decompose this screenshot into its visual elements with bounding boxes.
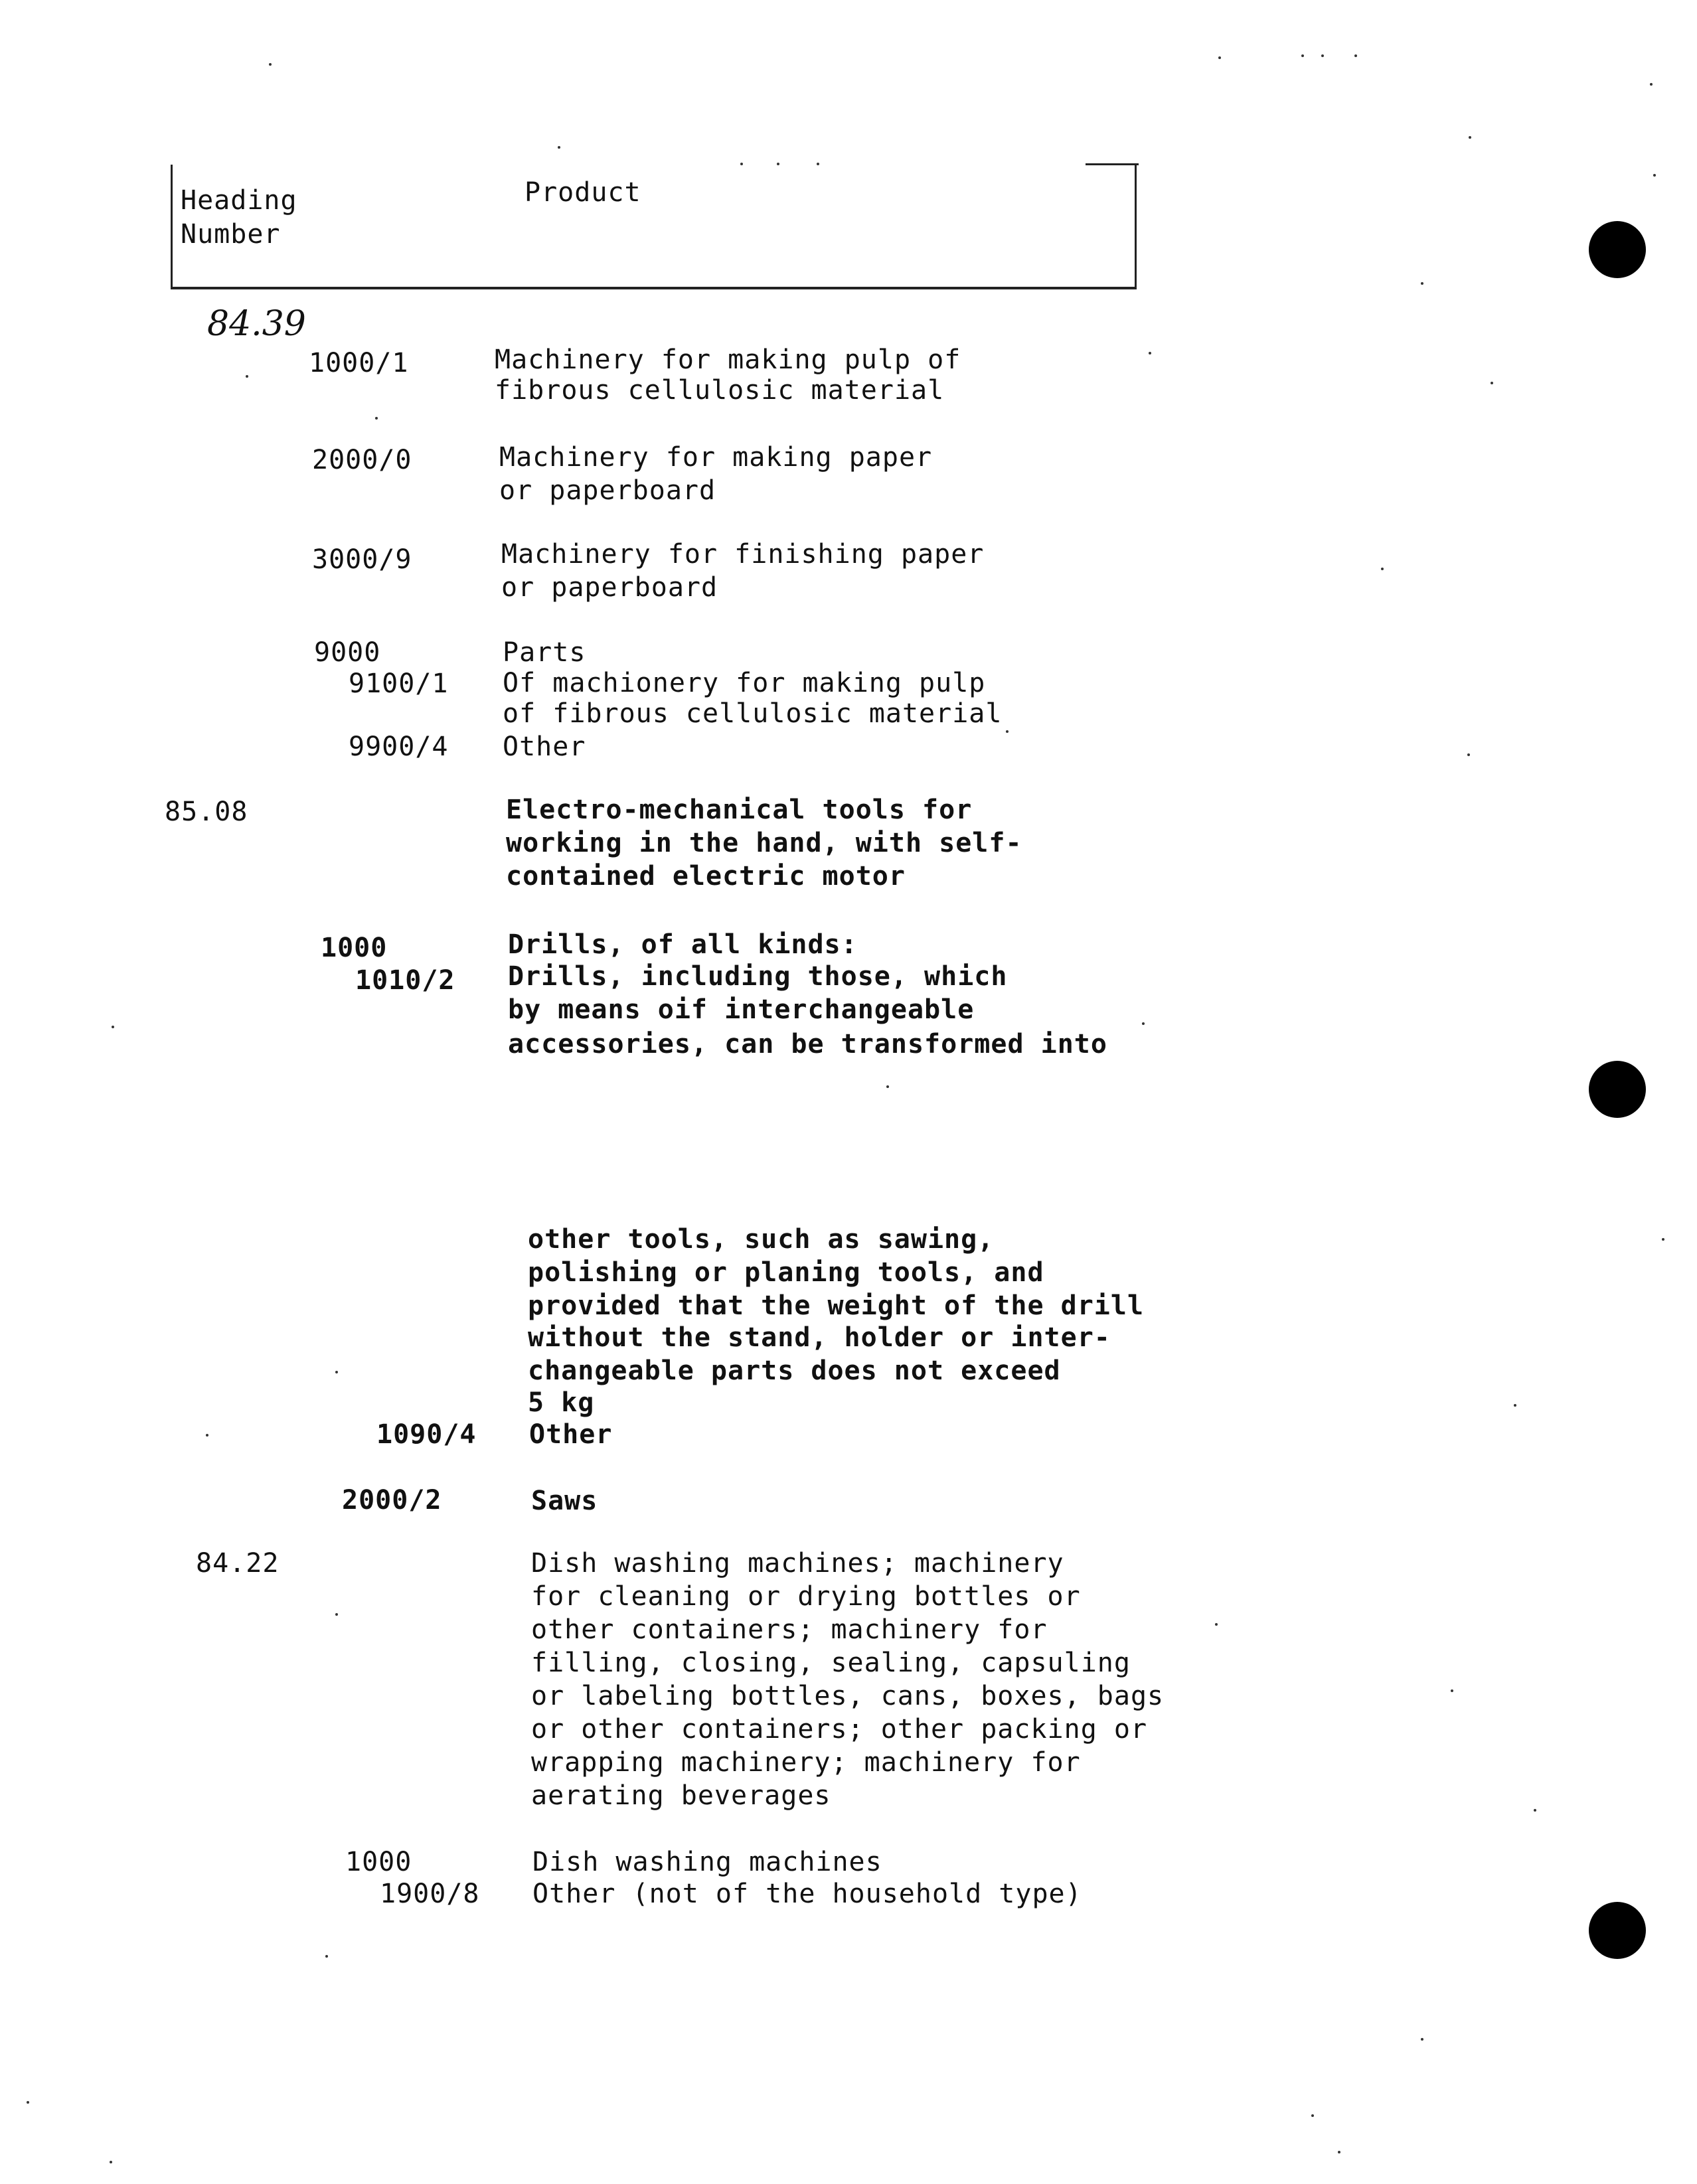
scan-speck	[246, 375, 248, 378]
entry-description-line: Saws	[531, 1486, 598, 1516]
entry-description-line: Dish washing machines; machinery	[531, 1548, 1064, 1579]
entry-description-line: Machinery for making paper	[499, 442, 933, 473]
scan-speck	[1467, 753, 1470, 756]
scan-speck	[1421, 2038, 1423, 2041]
entry-description-line: for cleaning or drying bottles or	[531, 1581, 1081, 1612]
scan-speck	[206, 1434, 208, 1437]
entry-description-line: working in the hand, with self-	[506, 828, 1022, 858]
entry-description-line: Other	[529, 1419, 613, 1450]
entry-code: 2000/2	[342, 1485, 442, 1516]
entry-description-line: without the stand, holder or inter-	[528, 1322, 1111, 1353]
scan-speck	[886, 1085, 889, 1088]
entry-description-line: or labeling bottles, cans, boxes, bags	[531, 1681, 1165, 1711]
entry-code: 9100/1	[349, 668, 449, 699]
entry-code: 2000/0	[312, 445, 412, 475]
scan-speck	[1469, 136, 1471, 139]
entry-description-line: Drills, including those, which	[508, 961, 1008, 992]
entry-description-line: or paperboard	[499, 475, 716, 506]
scan-speck	[1338, 2151, 1340, 2153]
entry-description-line: or paperboard	[501, 572, 718, 603]
entry-description-line: Machinery for finishing paper	[501, 539, 985, 570]
scan-speck	[1534, 1809, 1536, 1812]
entry-code: 3000/9	[312, 544, 412, 575]
heading-number-label-line1: Heading	[181, 185, 297, 216]
scan-speck	[27, 2101, 29, 2104]
entry-code: 9000	[314, 637, 381, 668]
entry-description-line: Electro-mechanical tools for	[506, 795, 973, 825]
scan-speck	[335, 1371, 338, 1373]
scan-speck	[1142, 1022, 1145, 1025]
punch-hole-bottom	[1589, 1902, 1646, 1959]
scan-speck	[1006, 730, 1009, 733]
scan-speck	[1149, 352, 1151, 354]
scan-speck	[1653, 174, 1656, 177]
heading-number-label-line2: Number	[181, 219, 281, 250]
entry-description-line: wrapping machinery; machinery for	[531, 1747, 1081, 1778]
entry-code: 1900/8	[380, 1879, 480, 1909]
entry-code: 1000	[345, 1847, 412, 1877]
scan-speck	[1321, 54, 1324, 57]
scan-speck	[110, 2161, 112, 2163]
entry-code: 1000	[321, 933, 388, 963]
scan-speck	[1421, 282, 1423, 285]
scan-speck	[1514, 1404, 1516, 1407]
entry-description-line: Of machionery for making pulp	[503, 668, 986, 698]
entry-description-line: Machinery for making pulp of	[495, 345, 961, 375]
scan-speck	[1311, 2114, 1314, 2117]
entry-description-line: other tools, such as sawing,	[528, 1224, 995, 1255]
scan-speck	[325, 1955, 328, 1958]
entry-description-line: Other (not of the household type)	[532, 1879, 1082, 1909]
entry-code: 1010/2	[355, 965, 455, 996]
product-column-label: Product	[525, 177, 641, 208]
scan-speck	[1662, 1238, 1664, 1241]
entry-description-line: provided that the weight of the drill	[528, 1290, 1145, 1321]
entry-description-line: aerating beverages	[531, 1780, 831, 1811]
entry-description-line: by means oif interchangeable	[508, 994, 975, 1025]
entry-description-line: other containers; machinery for	[531, 1614, 1048, 1645]
scan-speck	[1381, 568, 1384, 570]
scan-speck	[1354, 54, 1357, 57]
entry-description-line: polishing or planing tools, and	[528, 1257, 1044, 1288]
punch-hole-middle	[1589, 1061, 1646, 1118]
heading-number: 85.08	[165, 797, 248, 827]
scan-speck	[375, 417, 378, 420]
scan-speck	[1218, 56, 1221, 59]
entry-description-line: of fibrous cellulosic material	[503, 698, 1003, 729]
punch-hole-top	[1589, 221, 1646, 278]
entry-description-line: filling, closing, sealing, capsuling	[531, 1648, 1131, 1678]
header-box	[171, 165, 1137, 289]
entry-description-line: accessories, can be transformed into	[508, 1029, 1107, 1059]
heading-number: 84.22	[196, 1548, 280, 1579]
handwritten-heading-mark: 84.39	[207, 304, 306, 344]
entry-description-line: changeable parts does not exceed	[528, 1356, 1061, 1386]
scan-speck	[1451, 1689, 1453, 1692]
scan-speck	[1301, 54, 1304, 57]
entry-description-line: Other	[503, 732, 586, 762]
entry-code: 1090/4	[376, 1419, 477, 1450]
entry-description-line: fibrous cellulosic material	[495, 375, 945, 406]
scan-speck	[1491, 382, 1493, 384]
entry-description-line: or other containers; other packing or	[531, 1714, 1148, 1745]
scan-speck	[112, 1026, 114, 1028]
scan-speck	[558, 146, 560, 149]
scan-speck	[269, 63, 272, 66]
entry-description-line: contained electric motor	[506, 861, 906, 892]
scan-speck	[335, 1613, 338, 1616]
entry-code: 9900/4	[349, 732, 449, 762]
entry-code: 1000/1	[309, 348, 409, 378]
scan-speck	[1650, 83, 1653, 86]
entry-description-line: Drills, of all kinds:	[508, 929, 858, 960]
entry-description-line: Parts	[503, 637, 586, 668]
entry-description-line: 5 kg	[528, 1387, 595, 1418]
entry-description-line: Dish washing machines	[532, 1847, 882, 1877]
scan-speck	[1215, 1623, 1218, 1626]
